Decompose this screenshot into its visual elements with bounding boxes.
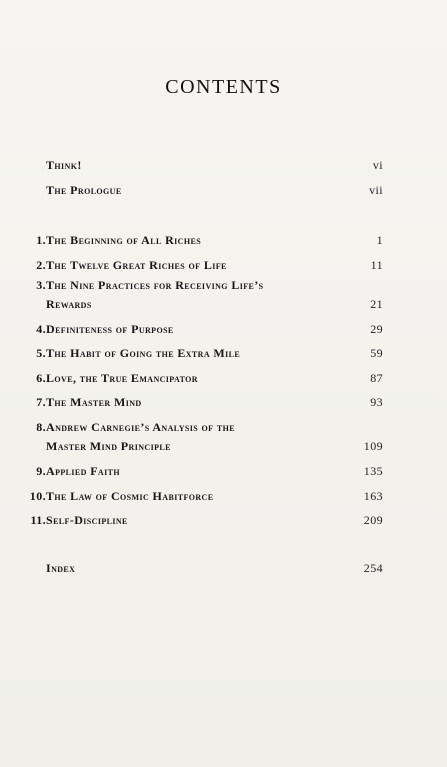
toc-entry-title: The Nine Practices for Receiving Life’s xyxy=(46,278,264,292)
toc-entry-number: 5. xyxy=(36,346,46,360)
toc-entry-number: 3. xyxy=(36,278,46,292)
toc-entry-title: The Habit of Going the Extra Mile xyxy=(46,346,241,360)
toc-entry-title: The Prologue xyxy=(46,183,122,197)
toc-entry-number: 4. xyxy=(36,322,46,336)
toc-entry-number: 7. xyxy=(36,395,46,409)
toc-entry-title: Andrew Carnegie’s Analysis of the xyxy=(46,420,235,434)
toc-entry-title: The Beginning of All Riches xyxy=(46,233,202,247)
toc-entry-page: 11 xyxy=(370,258,383,272)
toc-entry-title: The Twelve Great Riches of Life xyxy=(46,258,227,272)
toc-entry-chapter-8 xyxy=(28,420,383,460)
toc-entry-page: 209 xyxy=(363,513,383,527)
toc-entry-title: Self-Discipline xyxy=(46,513,128,527)
toc-entry-page: 254 xyxy=(363,561,383,575)
toc-entry-title-continued: Master Mind Principle xyxy=(46,439,171,453)
toc-entry-number: 8. xyxy=(36,420,46,434)
toc-entry-page: 87 xyxy=(370,371,383,385)
toc-entry-page: vi xyxy=(372,158,383,172)
toc-entry-number: 6. xyxy=(36,371,46,385)
toc-entry-page: 21 xyxy=(370,297,383,311)
toc-entry-title: The Master Mind xyxy=(46,395,142,409)
toc-entry-page: 59 xyxy=(370,346,383,360)
page-title: CONTENTS xyxy=(165,76,282,98)
toc-entry-chapter-3 xyxy=(28,278,383,318)
toc-entry-number: 9. xyxy=(36,464,46,478)
toc-entry-title: Definiteness of Purpose xyxy=(46,322,174,336)
toc-entry-page: 163 xyxy=(363,489,383,503)
toc-entry-page: 29 xyxy=(370,322,383,336)
toc-entry-title: The Law of Cosmic Habitforce xyxy=(46,489,214,503)
toc-entry-page: 135 xyxy=(363,464,383,478)
toc-entry-number: 1. xyxy=(36,233,46,247)
toc-entry-title: Applied Faith xyxy=(46,464,120,478)
toc-entry-number: 10. xyxy=(29,489,46,503)
toc-entry-title: Love, the True Emancipator xyxy=(46,371,198,385)
toc-entry-number: 11. xyxy=(30,513,46,527)
toc-entry-title-continued: Rewards xyxy=(46,297,92,311)
toc-entry-title: Index xyxy=(46,561,76,575)
toc-entry-number: 2. xyxy=(36,258,46,272)
toc-entry-page: 93 xyxy=(370,395,383,409)
toc-entry-page: 109 xyxy=(363,439,383,453)
toc-entry-page: 1 xyxy=(376,233,383,247)
toc-entry-title: Think! xyxy=(46,158,82,172)
toc-entry-page: vii xyxy=(369,183,383,197)
